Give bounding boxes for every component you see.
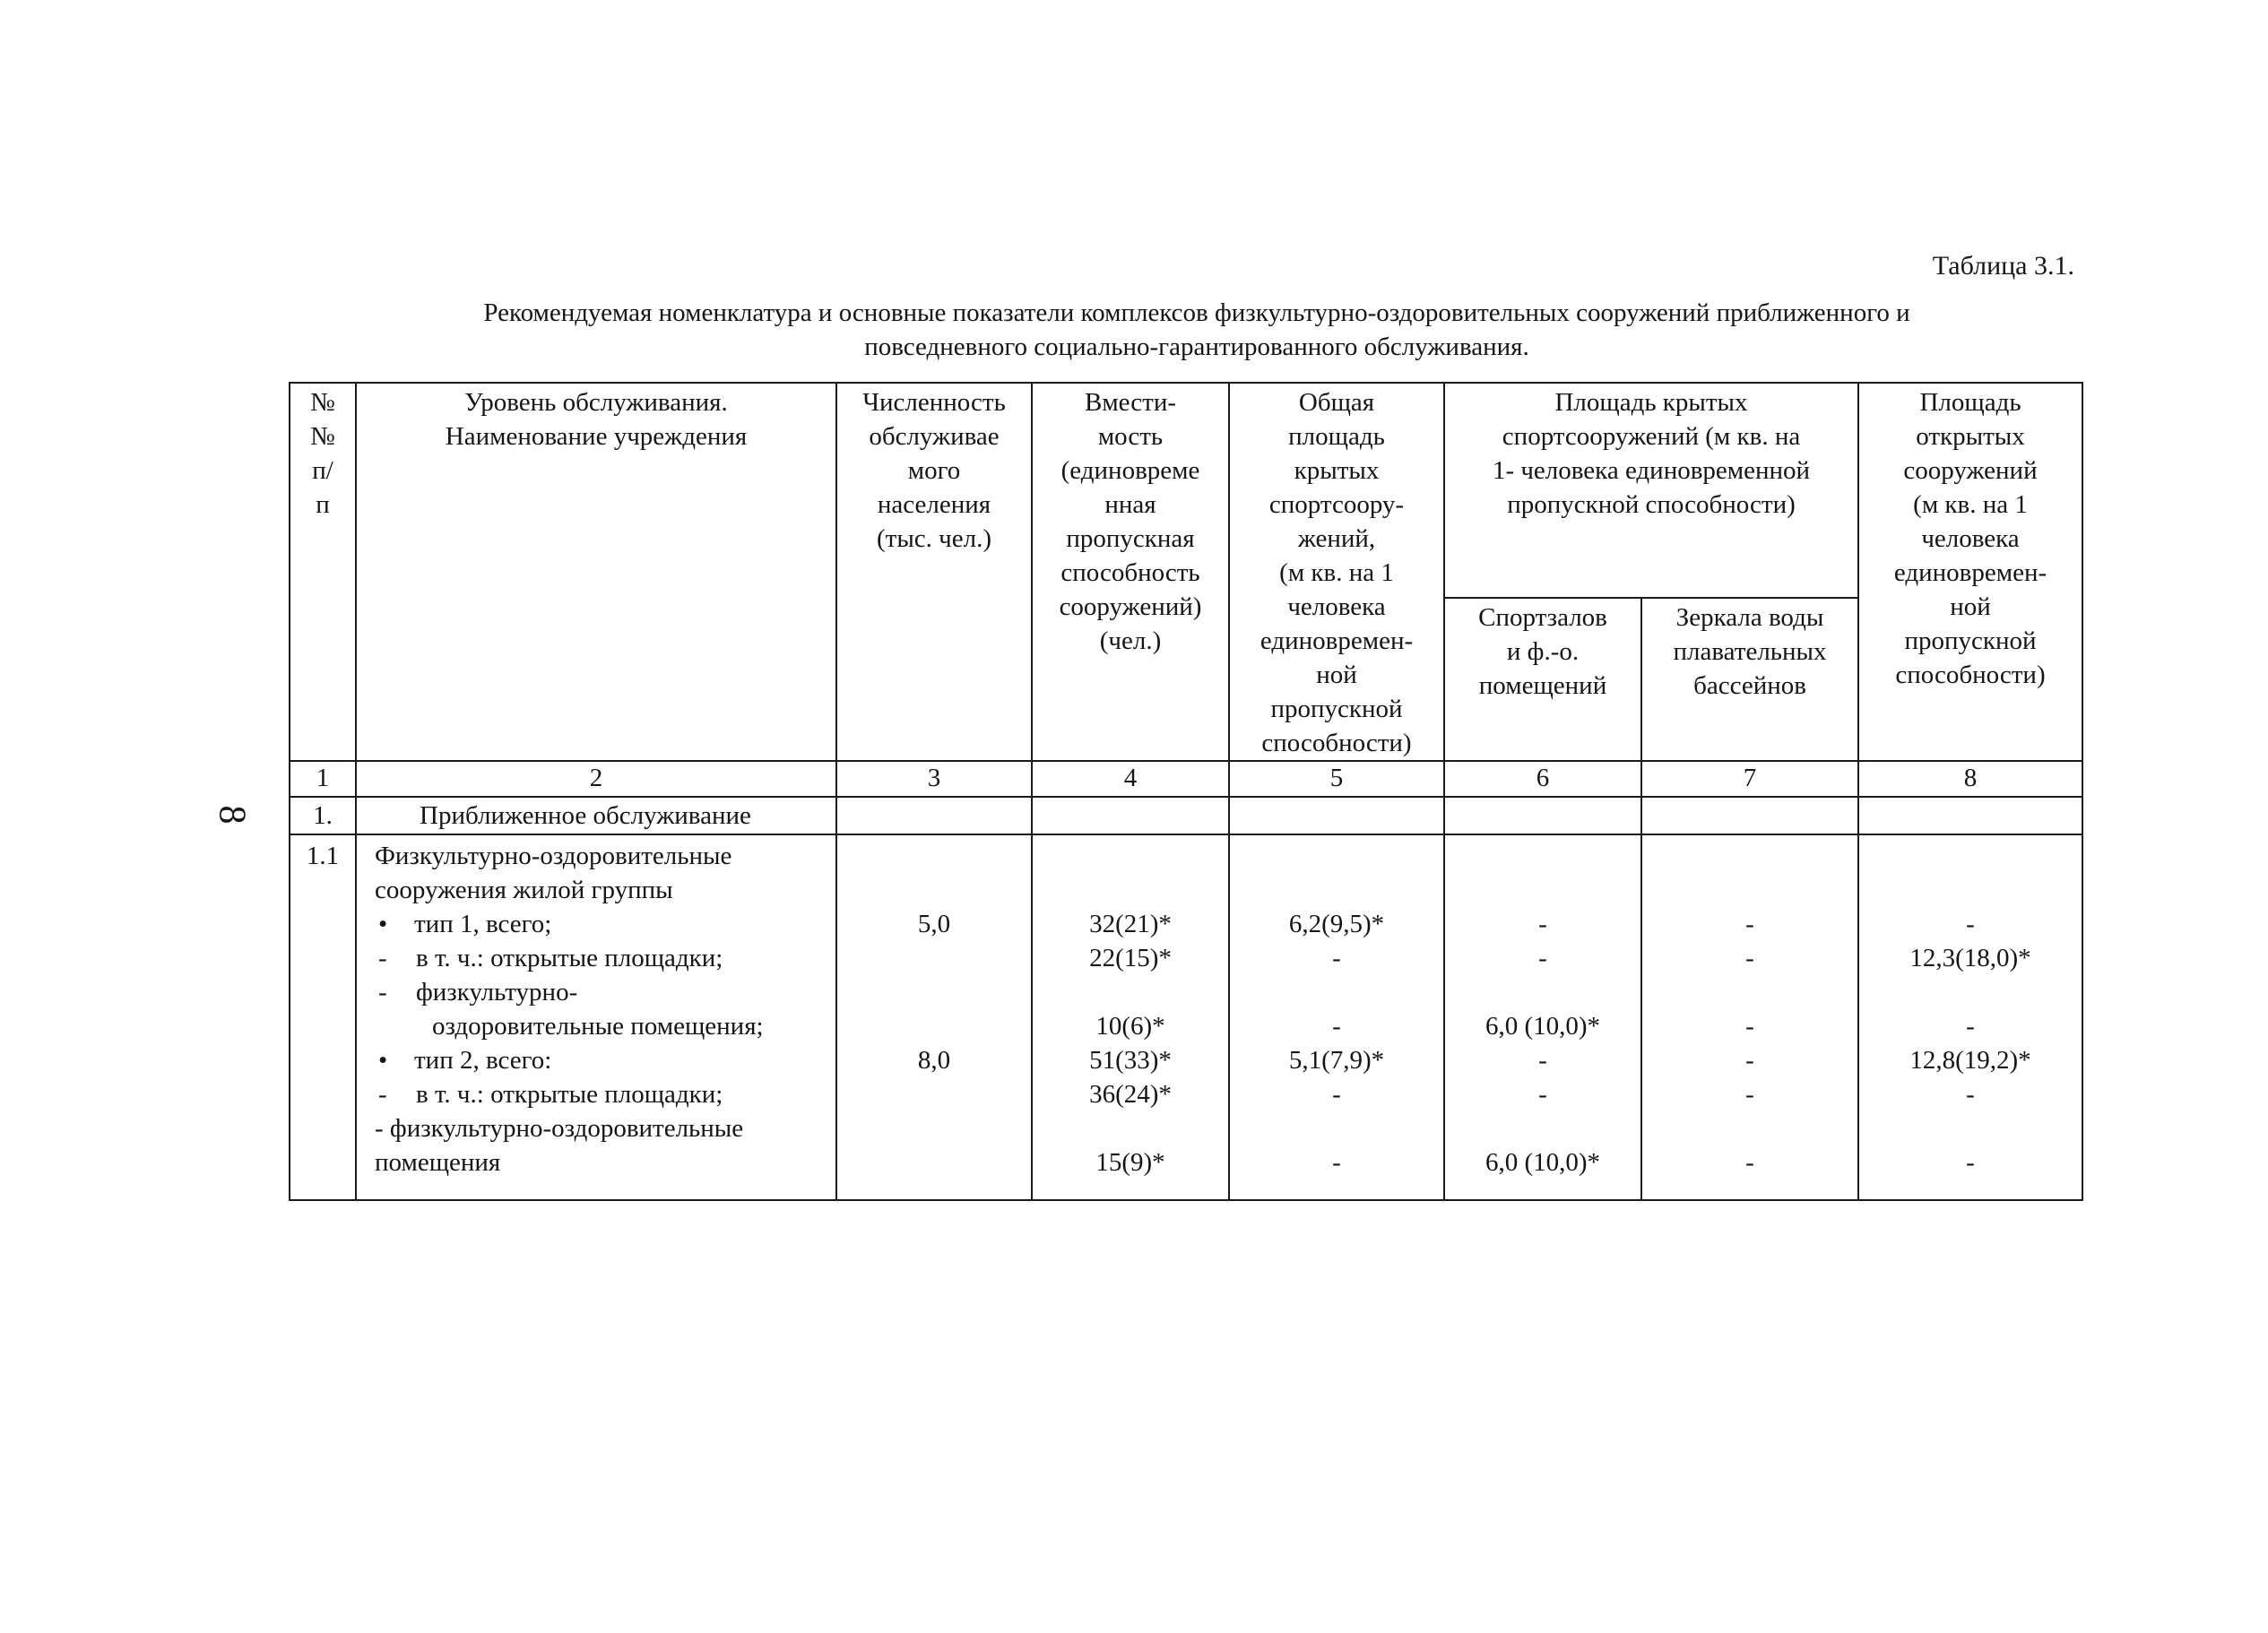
section-number: 1. — [290, 797, 356, 834]
cell-value: 36(24)* — [1089, 1080, 1172, 1109]
cell-value: - — [1745, 944, 1754, 972]
row-number — [290, 834, 356, 1200]
column-number: 7 — [1641, 761, 1858, 797]
header-text: площадь — [1288, 422, 1385, 451]
cell-value: - — [1332, 944, 1341, 972]
header-text: человека — [1921, 524, 2020, 553]
cell-value: - — [1332, 1080, 1341, 1109]
header-text: (тыс. чел.) — [876, 524, 992, 553]
cell-value: - — [1332, 1012, 1341, 1041]
header-text: Зеркала воды — [1675, 603, 1824, 633]
header-text: человека — [1287, 592, 1386, 621]
column-number: 1 — [290, 761, 356, 797]
header-text: жений, — [1297, 524, 1376, 553]
cell-value: 12,3(18,0)* — [1909, 944, 2031, 972]
header-text: открытых — [1916, 422, 2025, 451]
cell-value: - — [1538, 1046, 1547, 1075]
cell-value: - — [1745, 910, 1754, 938]
cell-value: 12,8(19,2)* — [1909, 1046, 2031, 1075]
header-text: Площадь крытых — [1554, 388, 1748, 417]
header-open-area — [1858, 383, 2082, 761]
empty-cell — [1641, 797, 1858, 834]
table-row — [290, 834, 2082, 1200]
cell-value: 6,0 (10,0)* — [1485, 1012, 1601, 1041]
cell-value: - — [1745, 1148, 1754, 1177]
cell-value: 8,0 — [917, 1046, 951, 1075]
cell-value: - — [1538, 910, 1547, 938]
header-text: крытых — [1294, 456, 1380, 485]
column-number: 2 — [356, 761, 836, 797]
header-text: мого — [907, 456, 961, 485]
row-name-line: - в т. ч.: открытые площадки; — [378, 1080, 723, 1109]
row-name — [356, 834, 836, 1200]
row-capacity — [1032, 834, 1229, 1200]
cell-value: 6,0 (10,0)* — [1485, 1148, 1601, 1177]
table-label: Таблица 3.1. — [1932, 251, 2074, 281]
caption-line-1: Рекомендуемая номенклатура и основные показатели комплексов физкультурно-оздоровительных сооружений приближенного и — [483, 298, 1910, 327]
header-text: и ф.-о. — [1506, 637, 1580, 667]
header-text: спортсоору- — [1268, 490, 1405, 519]
cell-value: 51(33)* — [1089, 1046, 1172, 1075]
row-name-line: оздоровительные помещения; — [432, 1012, 764, 1041]
empty-cell — [1858, 797, 2082, 834]
section-title — [356, 797, 836, 834]
row-name-line: помещения — [375, 1148, 501, 1177]
empty-cell — [1444, 797, 1641, 834]
header-number — [290, 383, 356, 761]
header-text: (м кв. на 1 — [1279, 558, 1394, 587]
column-number: 6 — [1444, 761, 1641, 797]
header-pools — [1641, 598, 1858, 761]
header-text: способность — [1060, 558, 1200, 587]
row-name-line: • тип 2, всего: — [378, 1046, 551, 1075]
header-text: помещений — [1478, 671, 1607, 701]
empty-cell — [1229, 797, 1444, 834]
row-total-area — [1229, 834, 1444, 1200]
header-covered-area — [1444, 383, 1858, 598]
header-text: (единовреме — [1060, 456, 1200, 485]
cell-value: 22(15)* — [1089, 944, 1172, 972]
cell-value: - — [1538, 944, 1547, 972]
header-text: Спортзалов — [1478, 603, 1607, 633]
header-sport-halls — [1444, 598, 1641, 761]
cell-value: - — [1966, 1012, 1975, 1041]
header-text: нная — [1104, 490, 1156, 519]
header-row — [290, 383, 2082, 598]
header-text: пропускной — [1270, 695, 1403, 723]
header-text: (чел.) — [1099, 626, 1162, 655]
row-name-line: сооружения жилой группы — [375, 876, 673, 904]
column-number: 5 — [1229, 761, 1444, 797]
header-text: сооружений) — [1059, 592, 1202, 621]
row-name-line: - в т. ч.: открытые площадки; — [378, 944, 723, 972]
header-text: Вмести- — [1084, 388, 1176, 417]
header-text: Уровень обслуживания. — [464, 388, 728, 417]
header-text: № — [310, 388, 335, 417]
row-name-line: • тип 1, всего; — [378, 910, 551, 938]
header-text: ной — [1316, 661, 1357, 689]
cell-value: - — [1745, 1080, 1754, 1109]
header-text: способности) — [1261, 729, 1412, 757]
row-open-area — [1858, 834, 2082, 1200]
row-population — [836, 834, 1032, 1200]
header-text: п/ — [312, 456, 333, 485]
caption-line-2: повседневного социально-гарантированного обслуживания. — [864, 333, 1529, 361]
header-text: бассейнов — [1693, 671, 1806, 701]
header-text: пропускной способности) — [1507, 490, 1796, 519]
cell-value: - — [1745, 1046, 1754, 1075]
header-text: способности) — [1895, 661, 2046, 689]
header-text: ной — [1950, 592, 1991, 621]
row-number-text: 1.1 — [306, 842, 340, 870]
cell-value: 32(21)* — [1089, 910, 1172, 938]
header-text: 1- человека единовременной — [1492, 456, 1811, 485]
header-text: Численность — [862, 388, 1006, 417]
cell-value: 5,0 — [917, 910, 951, 938]
empty-cell — [1032, 797, 1229, 834]
header-text: населения — [877, 490, 991, 519]
column-number: 3 — [836, 761, 1032, 797]
table-caption — [323, 296, 2071, 364]
row-name-line: Физкультурно-оздоровительные — [375, 842, 732, 870]
column-numbers-row — [290, 761, 2082, 797]
row-pools — [1641, 834, 1858, 1200]
indicators-table — [289, 382, 2083, 1201]
cell-value: 15(9)* — [1095, 1148, 1165, 1177]
column-number: 8 — [1858, 761, 2082, 797]
header-text: единовремен- — [1893, 558, 2047, 587]
cell-value: - — [1966, 910, 1975, 938]
cell-value: 5,1(7,9)* — [1288, 1046, 1385, 1075]
cell-value: - — [1332, 1148, 1341, 1177]
column-number: 4 — [1032, 761, 1229, 797]
header-text: пропускная — [1066, 524, 1195, 553]
header-service-level — [356, 383, 836, 761]
header-capacity — [1032, 383, 1229, 761]
row-name-line: - физкультурно-оздоровительные — [375, 1114, 744, 1143]
empty-cell — [836, 797, 1032, 834]
header-text: сооружений — [1903, 456, 2038, 485]
header-text: пропускной — [1904, 626, 2037, 655]
header-text: единовремен- — [1260, 626, 1414, 655]
header-total-area — [1229, 383, 1444, 761]
cell-value: - — [1745, 1012, 1754, 1041]
header-text: Наименование учреждения — [445, 422, 748, 451]
cell-value: - — [1538, 1080, 1547, 1109]
cell-value: - — [1966, 1148, 1975, 1177]
header-text: п — [316, 490, 330, 519]
page-number: 8 — [211, 805, 253, 825]
header-text: спортсооружений (м кв. на — [1502, 422, 1801, 451]
cell-value: - — [1966, 1080, 1975, 1109]
header-population — [836, 383, 1032, 761]
header-text: мость — [1097, 422, 1164, 451]
header-text: плавательных — [1673, 637, 1827, 667]
header-text: Общая — [1298, 388, 1375, 417]
section-row — [290, 797, 2082, 834]
section-title-text: Приближенное обслуживание — [420, 801, 751, 830]
header-text: (м кв. на 1 — [1913, 490, 2028, 519]
cell-value: 10(6)* — [1095, 1012, 1165, 1041]
row-name-line: - физкультурно- — [378, 978, 577, 1007]
header-text: № — [310, 422, 335, 451]
header-text: Площадь — [1919, 388, 2021, 417]
header-text: обслуживае — [869, 422, 1000, 451]
cell-value: 6,2(9,5)* — [1288, 910, 1385, 938]
row-sport-halls — [1444, 834, 1641, 1200]
